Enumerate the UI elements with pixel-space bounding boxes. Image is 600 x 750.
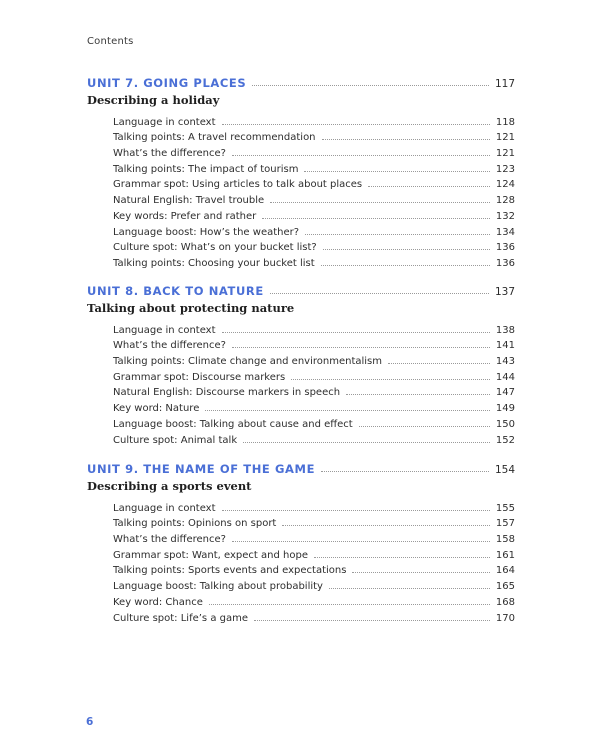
toc-entry-label: Language in context: [113, 116, 216, 128]
dot-leader: [232, 541, 490, 542]
toc-entry-label: Language in context: [113, 502, 216, 514]
page-number: 6: [86, 716, 94, 728]
unit-section: [87, 74, 515, 269]
dot-leader: [346, 394, 490, 395]
unit-title: UNIT 7. GOING PLACES: [87, 76, 247, 90]
toc-entry-label: Grammar spot: Discourse markers: [113, 371, 286, 383]
toc-entry[interactable]: [87, 576, 515, 592]
unit-title: UNIT 9. THE NAME OF THE GAME: [87, 462, 316, 476]
dot-leader: [243, 442, 490, 443]
dot-leader: [232, 155, 490, 156]
dot-leader: [329, 588, 490, 589]
toc-entry-page: 143: [495, 356, 515, 368]
toc-entry-label: Language boost: Talking about probability: [113, 581, 323, 593]
entry-list: [87, 498, 515, 624]
toc-entry-label: What’s the difference?: [113, 534, 226, 546]
dot-leader: [359, 426, 490, 427]
toc-entry-page: 158: [495, 534, 515, 546]
toc-entry-page: 136: [495, 257, 515, 269]
dot-leader: [262, 218, 490, 219]
toc-entry-page: 118: [495, 116, 515, 128]
toc-entry[interactable]: [87, 112, 515, 128]
dot-leader: [291, 379, 490, 380]
toc-entry-label: Talking points: Choosing your bucket list: [113, 257, 315, 269]
toc-entry-page: 152: [495, 434, 515, 446]
toc-entry[interactable]: [87, 175, 515, 191]
toc-entry-page: 155: [495, 502, 515, 514]
toc-entry[interactable]: [87, 159, 515, 175]
unit-subtitle: Describing a sports event: [87, 479, 252, 493]
dot-leader: [314, 557, 490, 558]
toc-entry[interactable]: [87, 514, 515, 530]
dot-leader: [270, 293, 489, 294]
toc-entry-label: Natural English: Travel trouble: [113, 195, 265, 207]
toc-entry-label: Talking points: Opinions on sport: [113, 518, 277, 530]
toc-entry-label: Grammar spot: Want, expect and hope: [113, 549, 308, 561]
toc-entry-page: 123: [495, 163, 515, 175]
toc-entry-page: 147: [495, 387, 515, 399]
dot-leader: [322, 139, 490, 140]
toc-entry[interactable]: [87, 592, 515, 608]
entry-list: [87, 320, 515, 446]
dot-leader: [222, 332, 490, 333]
unit-title: UNIT 8. BACK TO NATURE: [87, 284, 264, 298]
unit-subtitle: Describing a holiday: [87, 93, 220, 107]
toc-entry-page: 150: [495, 418, 515, 430]
toc-entry-label: Key words: Prefer and rather: [113, 210, 257, 222]
toc-entry[interactable]: [87, 414, 515, 430]
toc-entry[interactable]: [87, 222, 515, 238]
dot-leader: [254, 620, 490, 621]
dot-leader: [321, 471, 489, 472]
toc-entry-page: 141: [495, 340, 515, 352]
toc-entry-page: 124: [495, 179, 515, 191]
dot-leader: [305, 234, 490, 235]
toc-entry[interactable]: [87, 561, 515, 577]
unit-page-number: 117: [494, 78, 515, 90]
dot-leader: [352, 572, 489, 573]
toc-entry-page: 168: [495, 596, 515, 608]
toc-entry-label: Grammar spot: Using articles to talk about places: [113, 179, 363, 191]
dot-leader: [321, 265, 490, 266]
toc-entry[interactable]: [87, 143, 515, 159]
toc-entry-page: 144: [495, 371, 515, 383]
toc-entry[interactable]: [87, 206, 515, 222]
toc-entry-label: What’s the difference?: [113, 340, 226, 352]
toc-entry-page: 121: [495, 148, 515, 160]
toc-entry-page: 161: [495, 549, 515, 561]
toc-entry-page: 157: [495, 518, 515, 530]
toc-entry-page: 165: [495, 581, 515, 593]
toc-entry-label: Culture spot: Animal talk: [113, 434, 238, 446]
toc-entry-page: 132: [495, 210, 515, 222]
toc-entry-page: 164: [495, 565, 515, 577]
dot-leader: [304, 171, 489, 172]
toc-entry[interactable]: [87, 238, 515, 254]
toc-entry-label: Language boost: How’s the weather?: [113, 226, 300, 238]
dot-leader: [252, 85, 489, 86]
toc-entry-page: 138: [495, 324, 515, 336]
toc-entry-label: Key word: Chance: [113, 596, 203, 608]
dot-leader: [232, 347, 490, 348]
toc-entry-page: 136: [495, 242, 515, 254]
entry-list: [87, 112, 515, 269]
dot-leader: [205, 410, 490, 411]
toc-entry[interactable]: [87, 253, 515, 269]
toc-entry-label: Talking points: A travel recommendation: [113, 132, 316, 144]
toc-entry-page: 134: [495, 226, 515, 238]
dot-leader: [222, 124, 490, 125]
toc-entry-label: Culture spot: What’s on your bucket list?: [113, 242, 317, 254]
unit-heading[interactable]: [87, 460, 515, 476]
dot-leader: [282, 525, 490, 526]
toc-entry-label: Talking points: Climate change and environmentalism: [113, 356, 383, 368]
toc-entry-label: Talking points: The impact of tourism: [113, 163, 299, 175]
toc-entry[interactable]: [87, 367, 515, 383]
unit-page-number: 154: [494, 464, 515, 476]
dot-leader: [270, 202, 490, 203]
toc-entry-label: Language boost: Talking about cause and effect: [113, 418, 353, 430]
toc-entry[interactable]: [87, 545, 515, 561]
unit-section: [87, 460, 515, 624]
toc-entry-label: What’s the difference?: [113, 148, 226, 160]
toc-entry[interactable]: [87, 128, 515, 144]
unit-subtitle: Talking about protecting nature: [87, 301, 295, 315]
toc-entry[interactable]: [87, 608, 515, 624]
toc-entry-page: 170: [495, 612, 515, 624]
toc-entry[interactable]: [87, 430, 515, 446]
dot-leader: [222, 510, 490, 511]
toc-entry[interactable]: [87, 190, 515, 206]
unit-section: [87, 282, 515, 446]
unit-heading[interactable]: [87, 282, 515, 298]
dot-leader: [323, 249, 490, 250]
toc-entry[interactable]: [87, 529, 515, 545]
toc-entry-label: Natural English: Discourse markers in speech: [113, 387, 341, 399]
toc-entry-label: Key word: Nature: [113, 403, 200, 415]
dot-leader: [209, 604, 490, 605]
toc-entry[interactable]: [87, 351, 515, 367]
unit-heading[interactable]: [87, 74, 515, 90]
toc-entry[interactable]: [87, 498, 515, 514]
toc-entry-label: Language in context: [113, 324, 216, 336]
page-header-contents: Contents: [87, 36, 134, 47]
toc-entry-page: 128: [495, 195, 515, 207]
unit-page-number: 137: [494, 286, 515, 298]
toc-entry[interactable]: [87, 383, 515, 399]
toc-entry[interactable]: [87, 398, 515, 414]
toc-entry-label: Culture spot: Life’s a game: [113, 612, 248, 624]
toc-entry[interactable]: [87, 320, 515, 336]
dot-leader: [368, 186, 490, 187]
dot-leader: [388, 363, 490, 364]
toc-entry[interactable]: [87, 336, 515, 352]
toc-entry-page: 121: [495, 132, 515, 144]
toc-entry-page: 149: [495, 403, 515, 415]
toc-entry-label: Talking points: Sports events and expectations: [113, 565, 347, 577]
